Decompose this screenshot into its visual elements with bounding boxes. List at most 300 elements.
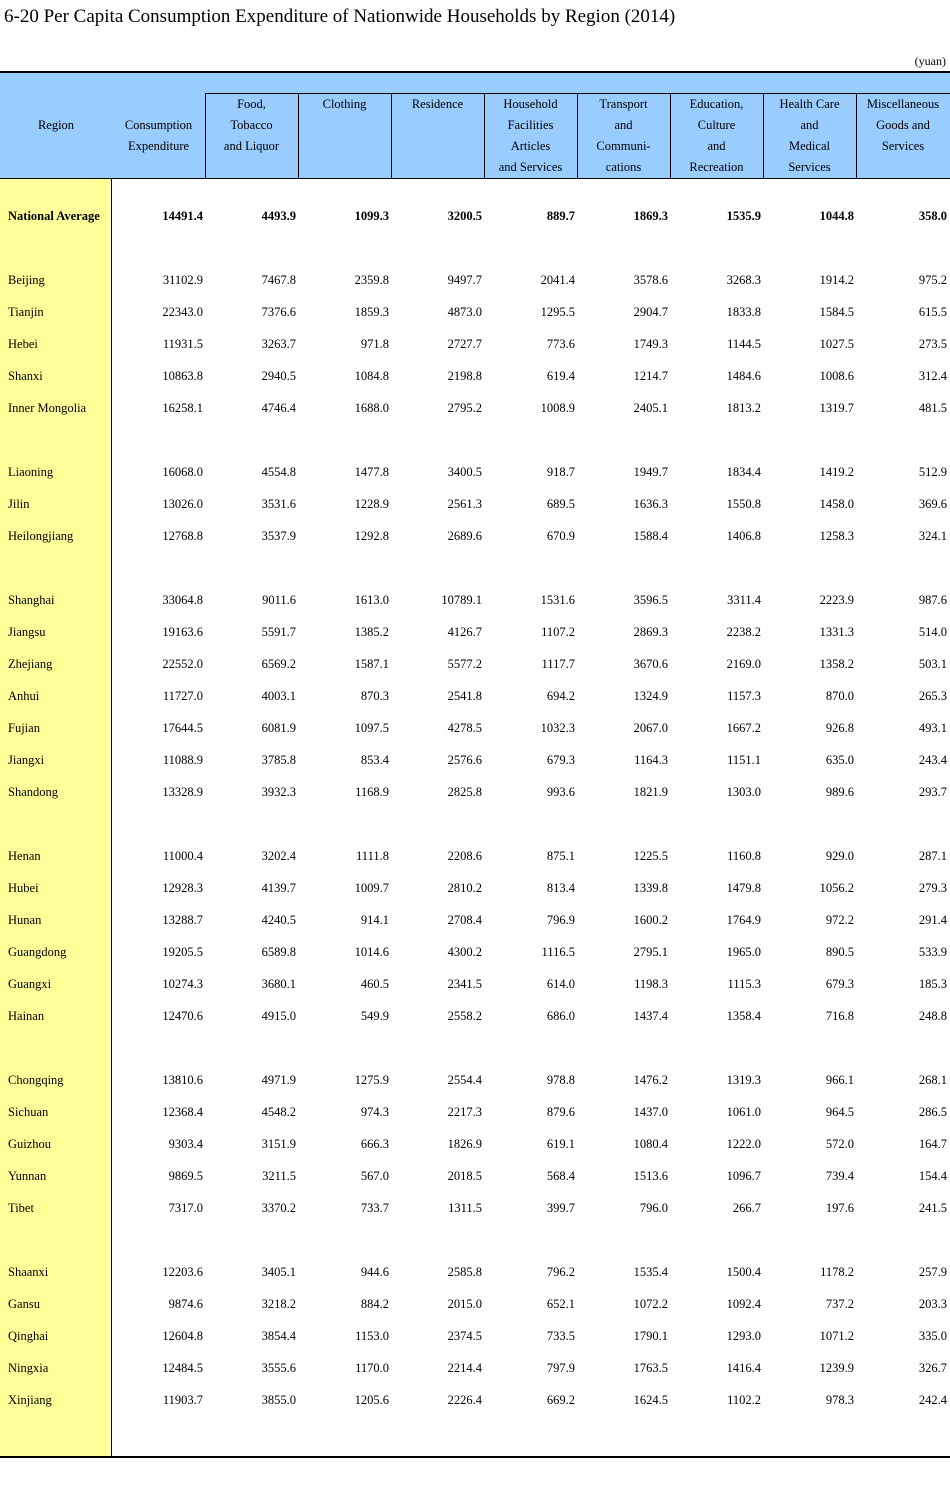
cell-value: 33064.8	[162, 593, 203, 607]
header-column-divider	[298, 93, 299, 179]
table-row	[0, 206, 950, 226]
cell-value: 1535.9	[726, 209, 761, 223]
header-line: Articles	[510, 139, 551, 153]
cell-value: 11727.0	[162, 689, 203, 703]
region-name: Chongqing	[8, 1073, 64, 1087]
cell-value: 737.2	[825, 1297, 854, 1311]
header-line: Miscellaneous	[866, 97, 940, 111]
header-column-divider	[484, 93, 485, 179]
header-line: Recreation	[689, 160, 744, 174]
cell-value: 2904.7	[633, 305, 668, 319]
cell-value: 2825.8	[447, 785, 482, 799]
table-row	[0, 270, 950, 290]
cell-value: 4240.5	[261, 913, 296, 927]
cell-value: 3200.5	[447, 209, 482, 223]
header-miscellaneous-goods-services	[856, 94, 950, 157]
cell-value: 5577.2	[447, 657, 482, 671]
table-row	[0, 1358, 950, 1378]
cell-value: 503.1	[918, 657, 947, 671]
header-consumption-line: Expenditure	[127, 139, 190, 153]
cell-value: 3151.9	[261, 1137, 296, 1151]
cell-value: 686.0	[546, 1009, 575, 1023]
region-name: Fujian	[8, 721, 40, 735]
cell-value: 11000.4	[162, 849, 203, 863]
cell-value: 1624.5	[633, 1393, 668, 1407]
cell-value: 2585.8	[447, 1265, 482, 1279]
cell-value: 2015.0	[447, 1297, 482, 1311]
cell-value: 568.4	[546, 1169, 575, 1183]
cell-value: 3400.5	[447, 465, 482, 479]
region-name: Guangxi	[8, 977, 52, 991]
header-column-divider	[577, 93, 578, 179]
cell-value: 512.9	[918, 465, 947, 479]
header-line: Food,	[237, 97, 266, 111]
region-name: Hainan	[8, 1009, 45, 1023]
header-line: Services	[788, 160, 831, 174]
cell-value: 971.8	[360, 337, 389, 351]
table-row	[0, 974, 950, 994]
table-row	[0, 1326, 950, 1346]
cell-value: 1084.8	[354, 369, 389, 383]
region-name: National Average	[8, 209, 100, 223]
cell-value: 279.3	[918, 881, 947, 895]
cell-value: 1406.8	[726, 529, 761, 543]
header-transport-communications	[577, 94, 670, 178]
cell-value: 1859.3	[354, 305, 389, 319]
cell-value: 870.0	[825, 689, 854, 703]
cell-value: 1419.2	[819, 465, 854, 479]
cell-value: 6569.2	[261, 657, 296, 671]
cell-value: 514.0	[918, 625, 947, 639]
cell-value: 335.0	[918, 1329, 947, 1343]
region-name: Hubei	[8, 881, 39, 895]
cell-value: 11931.5	[162, 337, 203, 351]
table-row	[0, 1070, 950, 1090]
cell-value: 4746.4	[261, 401, 296, 415]
cell-value: 1826.9	[447, 1137, 482, 1151]
cell-value: 670.9	[546, 529, 575, 543]
cell-value: 929.0	[825, 849, 854, 863]
cell-value: 19205.5	[162, 945, 203, 959]
cell-value: 16258.1	[162, 401, 203, 415]
cell-value: 619.1	[546, 1137, 575, 1151]
cell-value: 1535.4	[633, 1265, 668, 1279]
table-row	[0, 398, 950, 418]
cell-value: 22552.0	[162, 657, 203, 671]
cell-value: 16068.0	[162, 465, 203, 479]
cell-value: 1239.9	[819, 1361, 854, 1375]
cell-value: 1834.4	[726, 465, 761, 479]
cell-value: 1600.2	[633, 913, 668, 927]
cell-value: 1198.3	[634, 977, 668, 991]
cell-value: 399.7	[546, 1201, 575, 1215]
header-line: Communi-	[596, 139, 651, 153]
table-row	[0, 1166, 950, 1186]
cell-value: 286.5	[918, 1105, 947, 1119]
cell-value: 3531.6	[261, 497, 296, 511]
cell-value: 615.5	[918, 305, 947, 319]
cell-value: 13288.7	[162, 913, 203, 927]
cell-value: 918.7	[546, 465, 575, 479]
table-row	[0, 366, 950, 386]
cell-value: 1153.0	[355, 1329, 389, 1343]
cell-value: 1965.0	[726, 945, 761, 959]
cell-value: 460.5	[360, 977, 389, 991]
table-row	[0, 334, 950, 354]
region-name: Zhejiang	[8, 657, 53, 671]
table-row	[0, 622, 950, 642]
cell-value: 1107.2	[541, 625, 575, 639]
header-line: Goods and	[876, 118, 930, 132]
cell-value: 12928.3	[162, 881, 203, 895]
cell-value: 797.9	[546, 1361, 575, 1375]
cell-value: 889.7	[546, 209, 575, 223]
cell-value: 7467.8	[261, 273, 296, 287]
cell-value: 3202.4	[261, 849, 296, 863]
cell-value: 197.6	[825, 1201, 854, 1215]
cell-value: 914.1	[360, 913, 389, 927]
cell-value: 3670.6	[633, 657, 668, 671]
cell-value: 2208.6	[447, 849, 482, 863]
cell-value: 1151.1	[727, 753, 761, 767]
cell-value: 358.0	[918, 209, 947, 223]
cell-value: 13810.6	[162, 1073, 203, 1087]
table-row	[0, 878, 950, 898]
cell-value: 1437.4	[633, 1009, 668, 1023]
cell-value: 1222.0	[726, 1137, 761, 1151]
cell-value: 2067.0	[633, 721, 668, 735]
cell-value: 1319.3	[726, 1073, 761, 1087]
cell-value: 243.4	[918, 753, 947, 767]
cell-value: 2554.4	[447, 1073, 482, 1087]
cell-value: 796.0	[639, 1201, 668, 1215]
cell-value: 4278.5	[447, 721, 482, 735]
header-line: and	[614, 118, 633, 132]
cell-value: 1160.8	[727, 849, 761, 863]
cell-value: 987.6	[918, 593, 947, 607]
cell-value: 5591.7	[261, 625, 296, 639]
table-row	[0, 1262, 950, 1282]
cell-value: 1821.9	[633, 785, 668, 799]
cell-value: 1311.5	[448, 1201, 482, 1215]
cell-value: 1613.0	[354, 593, 389, 607]
cell-value: 1416.4	[726, 1361, 761, 1375]
cell-value: 1477.8	[354, 465, 389, 479]
cell-value: 1385.2	[354, 625, 389, 639]
cell-value: 1833.8	[726, 305, 761, 319]
cell-value: 978.3	[825, 1393, 854, 1407]
cell-value: 989.6	[825, 785, 854, 799]
cell-value: 2541.8	[447, 689, 482, 703]
cell-value: 1032.3	[540, 721, 575, 735]
cell-value: 1097.5	[354, 721, 389, 735]
cell-value: 4139.7	[261, 881, 296, 895]
header-line: Education,	[689, 97, 744, 111]
cell-value: 884.2	[360, 1297, 389, 1311]
header-line: Services	[881, 139, 925, 153]
cell-value: 2795.1	[633, 945, 668, 959]
header-line: and	[707, 139, 726, 153]
cell-value: 1072.2	[633, 1297, 668, 1311]
cell-value: 2018.5	[447, 1169, 482, 1183]
cell-value: 1258.3	[819, 529, 854, 543]
cell-value: 19163.6	[162, 625, 203, 639]
cell-value: 1331.3	[819, 625, 854, 639]
cell-value: 1358.2	[819, 657, 854, 671]
cell-value: 813.4	[546, 881, 575, 895]
cell-value: 326.7	[918, 1361, 947, 1375]
header-residence	[391, 94, 484, 115]
cell-value: 1275.9	[354, 1073, 389, 1087]
table-row	[0, 910, 950, 930]
cell-value: 3370.2	[261, 1201, 296, 1215]
cell-value: 4548.2	[261, 1105, 296, 1119]
header-line: cations	[605, 160, 642, 174]
header-column-divider	[205, 93, 206, 179]
cell-value: 733.7	[360, 1201, 389, 1215]
cell-value: 1319.7	[819, 401, 854, 415]
cell-value: 4915.0	[261, 1009, 296, 1023]
cell-value: 257.9	[918, 1265, 947, 1279]
cell-value: 716.8	[825, 1009, 854, 1023]
cell-value: 1339.8	[633, 881, 668, 895]
cell-value: 1008.6	[819, 369, 854, 383]
table-row	[0, 846, 950, 866]
cell-value: 2214.4	[447, 1361, 482, 1375]
header-health-care-medical	[763, 94, 856, 178]
table-row	[0, 590, 950, 610]
cell-value: 4126.7	[447, 625, 482, 639]
region-name: Shaanxi	[8, 1265, 49, 1279]
region-name: Hunan	[8, 913, 42, 927]
header-line: Medical	[789, 139, 830, 153]
cell-value: 4493.9	[261, 209, 296, 223]
cell-value: 1170.0	[355, 1361, 389, 1375]
cell-value: 2169.0	[726, 657, 761, 671]
cell-value: 3263.7	[261, 337, 296, 351]
header-line: Residence	[411, 97, 464, 111]
cell-value: 12604.8	[162, 1329, 203, 1343]
cell-value: 1587.1	[354, 657, 389, 671]
table-row	[0, 1102, 950, 1122]
cell-value: 273.5	[918, 337, 947, 351]
cell-value: 1225.5	[633, 849, 668, 863]
cell-value: 1116.5	[541, 945, 575, 959]
cell-value: 6589.8	[261, 945, 296, 959]
region-name: Anhui	[8, 689, 40, 703]
cell-value: 1458.0	[819, 497, 854, 511]
cell-value: 2405.1	[633, 401, 668, 415]
region-name: Tibet	[8, 1201, 34, 1215]
cell-value: 1358.4	[726, 1009, 761, 1023]
cell-value: 2869.3	[633, 625, 668, 639]
cell-value: 9303.4	[168, 1137, 203, 1151]
cell-value: 154.4	[918, 1169, 947, 1183]
cell-value: 1688.0	[354, 401, 389, 415]
cell-value: 549.9	[360, 1009, 389, 1023]
cell-value: 493.1	[918, 721, 947, 735]
table-row	[0, 462, 950, 482]
cell-value: 3578.6	[633, 273, 668, 287]
cell-value: 241.5	[918, 1201, 947, 1215]
header-column-divider	[856, 93, 857, 179]
cell-value: 185.3	[918, 977, 947, 991]
cell-value: 1550.8	[726, 497, 761, 511]
cell-value: 635.0	[825, 753, 854, 767]
cell-value: 2041.4	[540, 273, 575, 287]
cell-value: 12484.5	[162, 1361, 203, 1375]
header-household-facilities	[484, 94, 577, 178]
cell-value: 1764.9	[726, 913, 761, 927]
cell-value: 2198.8	[447, 369, 482, 383]
cell-value: 1096.7	[726, 1169, 761, 1183]
header-line: Household	[503, 97, 558, 111]
cell-value: 10274.3	[162, 977, 203, 991]
region-name: Gansu	[8, 1297, 40, 1311]
cell-value: 2708.4	[447, 913, 482, 927]
cell-value: 1044.8	[819, 209, 854, 223]
cell-value: 3537.9	[261, 529, 296, 543]
table-row	[0, 686, 950, 706]
cell-value: 3680.1	[261, 977, 296, 991]
cell-value: 31102.9	[162, 273, 203, 287]
cell-value: 9869.5	[168, 1169, 203, 1183]
cell-value: 291.4	[918, 913, 947, 927]
page-title: 6-20 Per Capita Consumption Expenditure of Nationwide Households by Region (2014)	[4, 6, 676, 27]
cell-value: 679.3	[825, 977, 854, 991]
cell-value: 870.3	[360, 689, 389, 703]
cell-value: 3218.2	[261, 1297, 296, 1311]
header-food-tobacco-liquor	[205, 94, 298, 157]
cell-value: 1790.1	[633, 1329, 668, 1343]
region-name: Hebei	[8, 337, 38, 351]
cell-value: 972.2	[825, 913, 854, 927]
cell-value: 293.7	[918, 785, 947, 799]
cell-value: 1099.3	[354, 209, 389, 223]
cell-value: 533.9	[918, 945, 947, 959]
cell-value: 796.9	[546, 913, 575, 927]
cell-value: 1513.6	[633, 1169, 668, 1183]
header-column-divider	[670, 93, 671, 179]
cell-value: 2341.5	[447, 977, 482, 991]
cell-value: 4873.0	[447, 305, 482, 319]
cell-value: 1479.8	[726, 881, 761, 895]
cell-value: 369.6	[918, 497, 947, 511]
region-name: Heilongjiang	[8, 529, 74, 543]
cell-value: 1117.7	[541, 657, 575, 671]
cell-value: 481.5	[918, 401, 947, 415]
cell-value: 268.1	[918, 1073, 947, 1087]
table-header	[0, 73, 950, 179]
header-line: Facilities	[507, 118, 554, 132]
cell-value: 619.4	[546, 369, 575, 383]
region-name: Yunnan	[8, 1169, 47, 1183]
region-name: Shanxi	[8, 369, 43, 383]
cell-value: 1303.0	[726, 785, 761, 799]
cell-value: 1008.9	[540, 401, 575, 415]
cell-value: 2810.2	[447, 881, 482, 895]
cell-value: 3268.3	[726, 273, 761, 287]
cell-value: 1071.2	[819, 1329, 854, 1343]
header-line: Culture	[697, 118, 736, 132]
cell-value: 1293.0	[726, 1329, 761, 1343]
cell-value: 1500.4	[726, 1265, 761, 1279]
cell-value: 978.8	[546, 1073, 575, 1087]
cell-value: 1061.0	[726, 1105, 761, 1119]
cell-value: 2940.5	[261, 369, 296, 383]
region-name: Jiangxi	[8, 753, 45, 767]
cell-value: 324.1	[918, 529, 947, 543]
cell-value: 4554.8	[261, 465, 296, 479]
cell-value: 739.4	[825, 1169, 854, 1183]
region-name: Beijing	[8, 273, 45, 287]
cell-value: 1667.2	[726, 721, 761, 735]
cell-value: 3932.3	[261, 785, 296, 799]
cell-value: 1009.7	[354, 881, 389, 895]
cell-value: 2561.3	[447, 497, 482, 511]
cell-value: 1484.6	[726, 369, 761, 383]
cell-value: 3555.6	[261, 1361, 296, 1375]
cell-value: 2359.8	[354, 273, 389, 287]
table-row	[0, 1134, 950, 1154]
cell-value: 1476.2	[633, 1073, 668, 1087]
cell-value: 7376.6	[261, 305, 296, 319]
cell-value: 10863.8	[162, 369, 203, 383]
cell-value: 1228.9	[354, 497, 389, 511]
cell-value: 1080.4	[633, 1137, 668, 1151]
cell-value: 242.4	[918, 1393, 947, 1407]
cell-value: 964.5	[825, 1105, 854, 1119]
cell-value: 666.3	[360, 1137, 389, 1151]
cell-value: 9497.7	[447, 273, 482, 287]
cell-value: 679.3	[546, 753, 575, 767]
cell-value: 164.7	[918, 1137, 947, 1151]
cell-value: 1949.7	[633, 465, 668, 479]
table-row	[0, 782, 950, 802]
cell-value: 17644.5	[162, 721, 203, 735]
cell-value: 3211.5	[262, 1169, 296, 1183]
cell-value: 1914.2	[819, 273, 854, 287]
header-line: and	[800, 118, 819, 132]
header-consumption-expenditure	[112, 115, 205, 157]
cell-value: 3855.0	[261, 1393, 296, 1407]
cell-value: 9874.6	[168, 1297, 203, 1311]
cell-value: 944.6	[360, 1265, 389, 1279]
cell-value: 2217.3	[447, 1105, 482, 1119]
cell-value: 567.0	[360, 1169, 389, 1183]
cell-value: 1295.5	[540, 305, 575, 319]
region-name: Shandong	[8, 785, 58, 799]
cell-value: 966.1	[825, 1073, 854, 1087]
cell-value: 248.8	[918, 1009, 947, 1023]
header-region: Region	[37, 118, 75, 132]
cell-value: 12768.8	[162, 529, 203, 543]
table-row	[0, 750, 950, 770]
cell-value: 2727.7	[447, 337, 482, 351]
region-name: Guizhou	[8, 1137, 52, 1151]
cell-value: 733.5	[546, 1329, 575, 1343]
cell-value: 975.2	[918, 273, 947, 287]
cell-value: 2238.2	[726, 625, 761, 639]
cell-value: 2689.6	[447, 529, 482, 543]
cell-value: 689.5	[546, 497, 575, 511]
expenditure-table	[0, 71, 950, 1458]
cell-value: 1092.4	[726, 1297, 761, 1311]
cell-value: 1027.5	[819, 337, 854, 351]
cell-value: 1869.3	[633, 209, 668, 223]
cell-value: 2795.2	[447, 401, 482, 415]
cell-value: 3405.1	[261, 1265, 296, 1279]
